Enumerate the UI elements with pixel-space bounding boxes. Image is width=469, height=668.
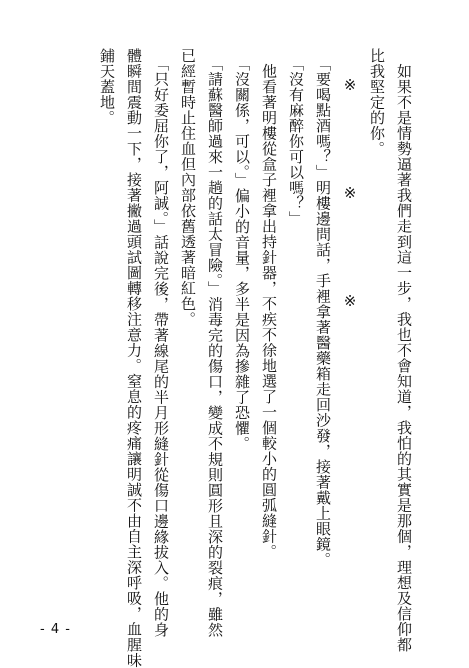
text-line: 「沒有麻醉你可以嗎？」 [287,48,305,227]
text-line: 比我堅定的你。 [368,48,386,157]
text-line: 「要喝點酒嗎？」明樓邊問話，手裡拿著醫藥箱走回沙發，接著戴上眼鏡。 [314,48,332,568]
text-line: 「只好委屈你了，阿誠。」話說完後，帶著線尾的半月形縫針從傷口邊緣拔入。他的身 [152,48,170,638]
text-line: 已經暫時止住血但內部依舊透著暗紅色。 [179,48,197,327]
scene-separator: ※ ※ ※ [341,76,359,310]
text-line: 他看著明樓從盒子裡拿出持針器，不疾不徐地選了一個較小的圓弧縫針。 [260,48,278,560]
text-line: 體瞬間震動一下，接著撇過頭試圖轉移注意力。窒息的疼痛讓明誠不由自主深呼吸，血腥味 [125,48,143,668]
text-line: 「請蘇醫師過來一趟的話太冒險。」消毒完的傷口，變成不規則圓形且深的裂痕，雖然 [206,48,224,638]
text-line: 鋪天蓋地。 [98,48,116,126]
vertical-text-body [93,48,417,668]
page-number: - 4 - [40,622,71,637]
text-line: 如果不是情勢逼著我們走到這一步，我也不會知道，我怕的其實是那個，理想及信仰都 [395,48,413,653]
text-line: 「沒關係，可以。」偏小的音量，多半是因為摻雜了恐懼。 [233,48,251,452]
